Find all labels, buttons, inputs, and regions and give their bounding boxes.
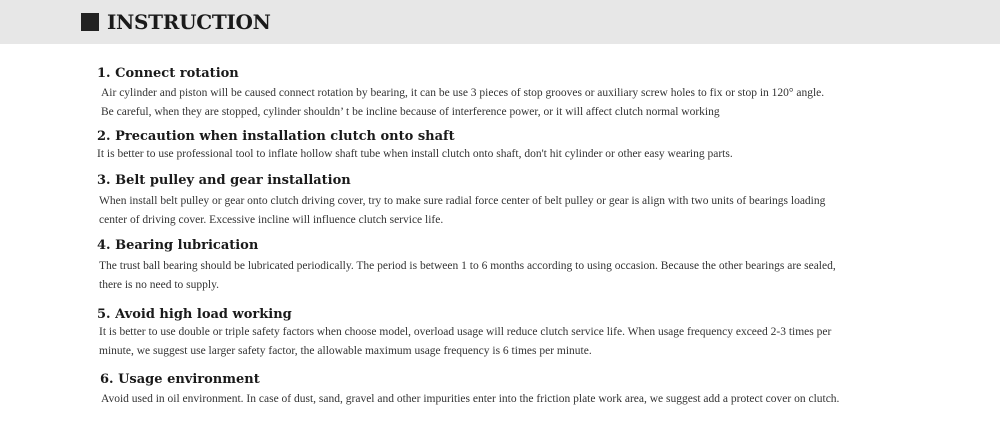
body-line: It is better to use professional tool to inflate hollow shaft tube when install clutch onto shaft, don't hit cylinder or other easy wearing parts. xyxy=(97,148,733,160)
body-line: Avoid used in oil environment. In case of dust, sand, gravel and other impurities enter into the friction plate work area, we suggest add a protect cover on clutch. xyxy=(101,393,840,405)
body-line: It is better to use double or triple safety factors when choose model, overload usage will reduce clutch service life. When usage frequency exceed 2-3 times per xyxy=(99,326,832,338)
body-line: minute, we suggest use larger safety factor, the allowable maximum usage frequency is 6 times per minute. xyxy=(99,345,592,357)
section-heading: 4. Bearing lubrication xyxy=(97,238,259,253)
section-heading: 2. Precaution when installation clutch onto shaft xyxy=(97,129,455,144)
section-bearing-lubrication xyxy=(97,237,937,295)
section-body xyxy=(97,192,937,230)
section-avoid-high-load xyxy=(97,306,937,361)
body-line: The trust ball bearing should be lubricated periodically. The period is between 1 to 6 months according to using occasion. Because the other bearings are sealed, xyxy=(99,260,836,272)
section-body xyxy=(97,84,937,122)
section-body xyxy=(97,257,937,295)
header-band xyxy=(0,0,1000,44)
section-body xyxy=(97,145,937,164)
page-title: INSTRUCTION xyxy=(107,10,271,34)
section-precaution-installation xyxy=(97,128,937,164)
body-line: center of driving cover. Excessive incline will influence clutch service life. xyxy=(99,214,444,226)
section-heading: 5. Avoid high load working xyxy=(97,307,292,322)
section-body xyxy=(97,390,937,409)
body-line: When install belt pulley or gear onto clutch driving cover, try to make sure radial force center of belt pulley or gear is align with two units of bearings loading xyxy=(99,195,826,207)
section-heading: 1. Connect rotation xyxy=(97,66,239,81)
section-usage-environment xyxy=(97,371,937,409)
section-connect-rotation xyxy=(97,65,937,122)
section-belt-pulley-gear xyxy=(97,172,937,230)
body-line: Be careful, when they are stopped, cylinder shouldn’ t be incline because of interference power, or it will affect clutch normal working xyxy=(101,106,720,118)
section-heading: 6. Usage environment xyxy=(100,372,260,387)
section-body xyxy=(97,323,937,361)
section-heading: 3. Belt pulley and gear installation xyxy=(97,173,351,188)
body-line: Air cylinder and piston will be caused connect rotation by bearing, it can be use 3 pieces of stop grooves or auxiliary screw holes to fix or stop in 120° angle. xyxy=(101,87,825,99)
square-bullet-icon xyxy=(81,13,99,31)
body-line: there is no need to supply. xyxy=(99,279,219,291)
